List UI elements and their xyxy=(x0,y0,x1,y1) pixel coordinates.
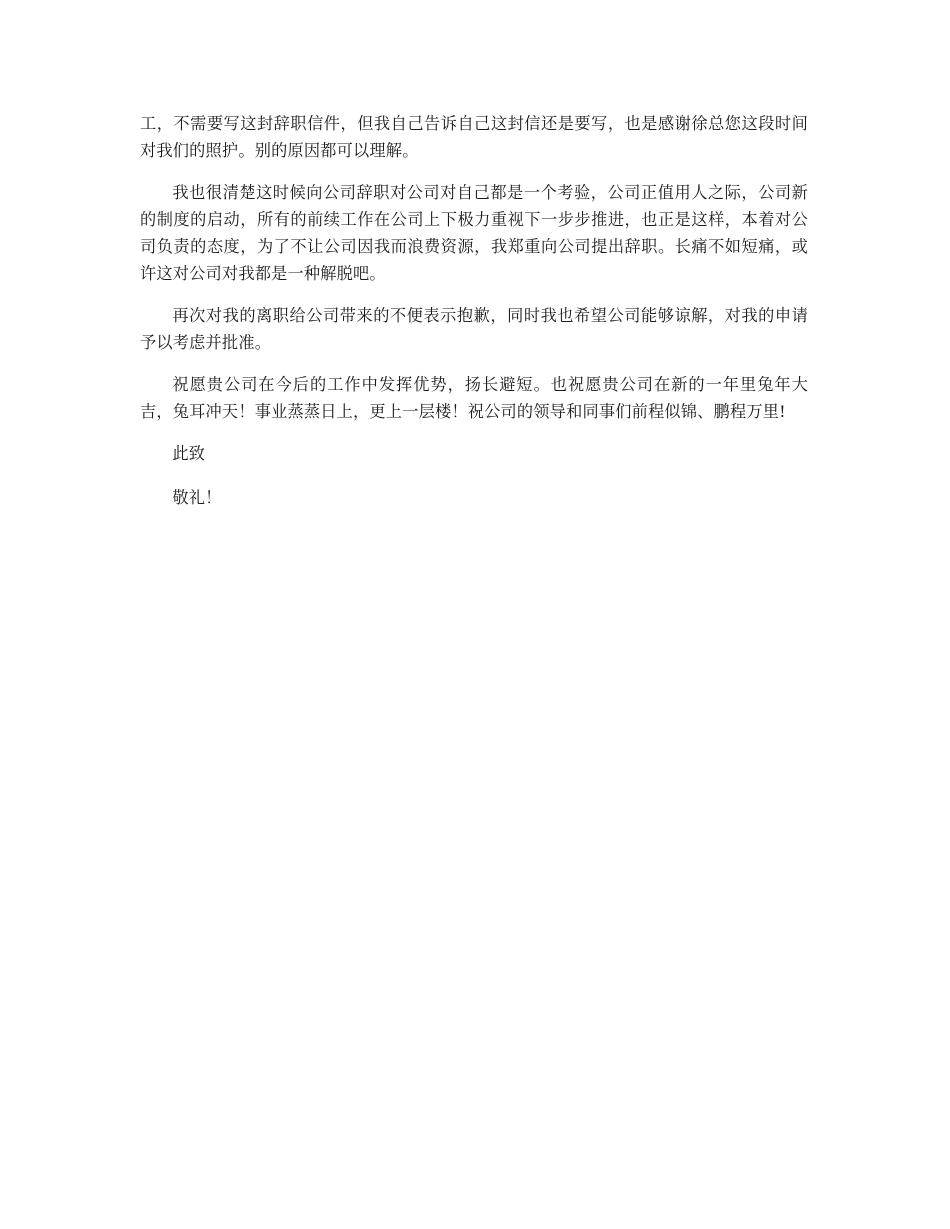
letter-paragraph-apology: 再次对我的离职给公司带来的不便表示抱歉，同时我也希望公司能够谅解，对我的申请予以考虑并批准。 xyxy=(140,306,808,352)
closing-regards: 敬礼！ xyxy=(172,488,222,507)
letter-paragraph-wishes: 祝愿贵公司在今后的工作中发挥优势，扬长避短。也祝愿贵公司在新的一年里兔年大吉，兔耳冲天！事业蒸蒸日上，更上一层楼！祝公司的领导和同事们前程似锦、鹏程万里! xyxy=(140,375,808,421)
letter-paragraph-continuation: 工，不需要写这封辞职信件，但我自己告诉自己这封信还是要写，也是感谢徐总您这段时间对我们的照护。别的原因都可以理解。 xyxy=(140,114,808,160)
letter-body xyxy=(140,110,808,528)
closing-salutation: 此致 xyxy=(172,444,206,463)
letter-paragraph-resignation-reason: 我也很清楚这时候向公司辞职对公司对自己都是一个考验，公司正值用人之际，公司新的制度的启动，所有的前续工作在公司上下极力重视下一步步推进，也正是这样，本着对公司负责的态度，为了不让公司因我而浪费资源，我郑重向公司提出辞职。长痛不如短痛，或许这对公司对我都是一种解脱吧。 xyxy=(140,183,808,283)
